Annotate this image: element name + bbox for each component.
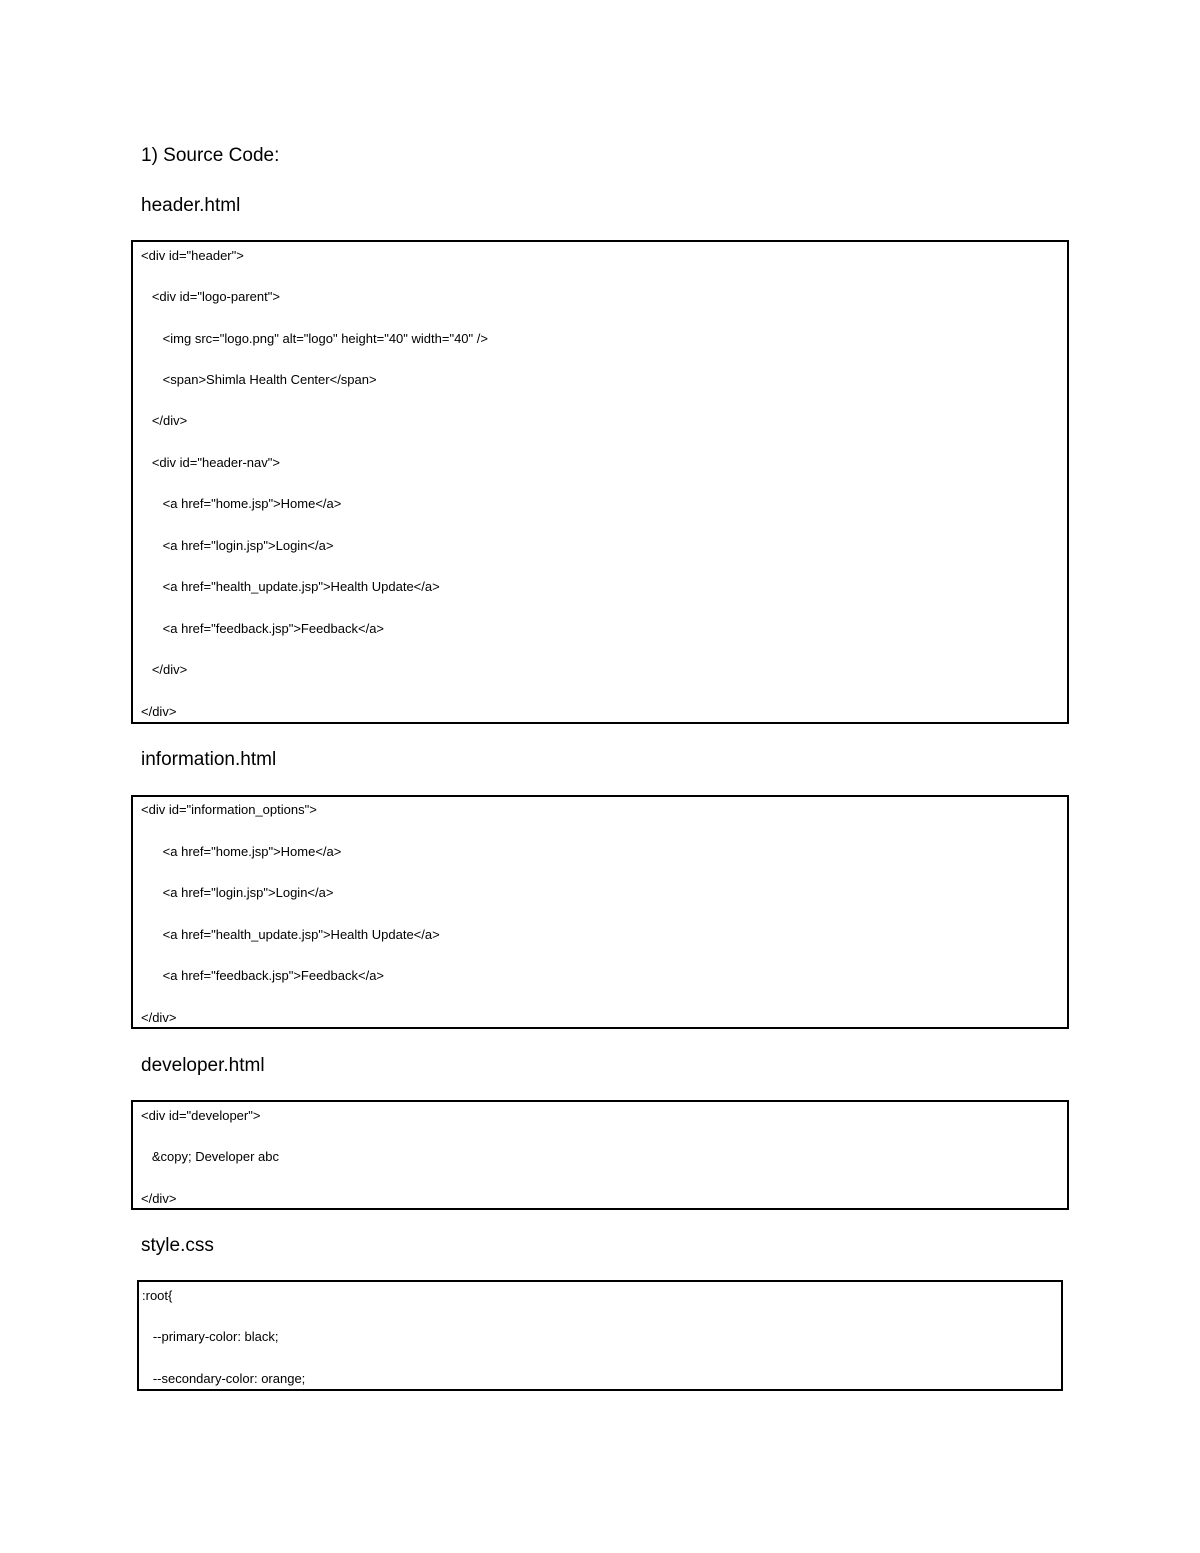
- code-line: <a href="login.jsp">Login</a>: [141, 538, 334, 553]
- code-line: <div id="header">: [141, 248, 244, 263]
- filename-developer-html: developer.html: [141, 1055, 265, 1076]
- code-line: <a href="login.jsp">Login</a>: [141, 885, 334, 900]
- filename-header-html: header.html: [141, 195, 241, 216]
- code-line: </div>: [141, 1191, 177, 1206]
- section-title: 1) Source Code:: [141, 145, 280, 166]
- code-line: <a href="home.jsp">Home</a>: [141, 844, 342, 859]
- code-line: <div id="header-nav">: [141, 455, 280, 470]
- code-line: <div id="developer">: [141, 1108, 261, 1123]
- code-line: <img src="logo.png" alt="logo" height="40" width="40" />: [141, 331, 488, 346]
- filename-information-html: information.html: [141, 749, 277, 770]
- code-line: <a href="feedback.jsp">Feedback</a>: [141, 621, 385, 636]
- code-line: --secondary-color: orange;: [142, 1371, 306, 1386]
- code-line: :root{: [142, 1288, 173, 1303]
- code-line: </div>: [141, 1010, 177, 1025]
- code-line: <a href="health_update.jsp">Health Update</a>: [141, 579, 440, 594]
- code-line: </div>: [141, 662, 188, 677]
- code-line: <a href="home.jsp">Home</a>: [141, 496, 342, 511]
- code-block-information-html: [131, 795, 1069, 1029]
- code-block-style-css: [137, 1280, 1063, 1391]
- code-line: <span>Shimla Health Center</span>: [141, 372, 377, 387]
- code-line: <a href="feedback.jsp">Feedback</a>: [141, 968, 385, 983]
- code-line: <div id="logo-parent">: [141, 289, 280, 304]
- code-line: <a href="health_update.jsp">Health Update</a>: [141, 927, 440, 942]
- code-block-header-html: [131, 240, 1069, 724]
- code-line: </div>: [141, 704, 177, 719]
- code-line: &copy; Developer abc: [141, 1149, 280, 1164]
- code-line: <div id="information_options">: [141, 802, 317, 817]
- code-block-developer-html: [131, 1100, 1069, 1210]
- code-line: --primary-color: black;: [142, 1329, 279, 1344]
- code-line: </div>: [141, 413, 188, 428]
- filename-style-css: style.css: [141, 1235, 214, 1256]
